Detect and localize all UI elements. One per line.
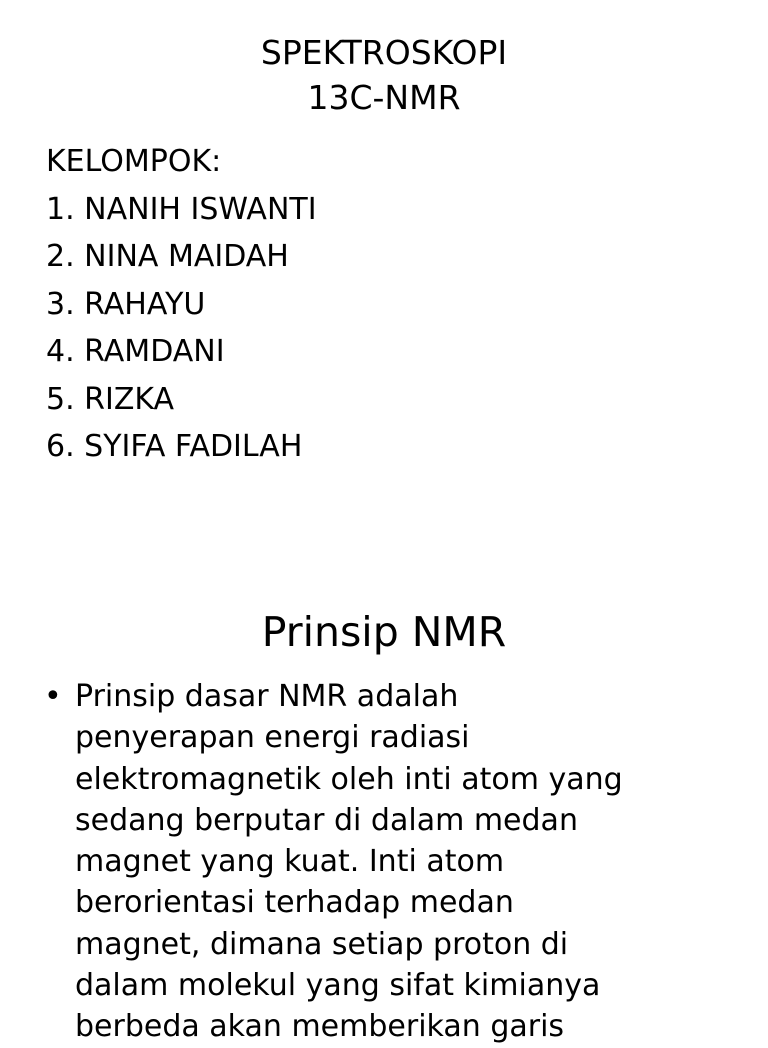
bullet-line: penyerapan energi radiasi — [75, 720, 470, 756]
title-line-1: SPEKTROSKOPI — [260, 33, 508, 72]
member-item: 1. NANIH ISWANTI — [46, 191, 317, 227]
group-member-list — [46, 138, 317, 471]
slide-2-title: Prinsip NMR — [261, 608, 507, 656]
bullet-line: berorientasi terhadap medan — [75, 885, 514, 921]
bullet-line: magnet, dimana setiap proton di — [75, 926, 569, 962]
member-item: 6. SYIFA FADILAH — [46, 429, 303, 464]
member-item: 2. NINA MAIDAH — [46, 239, 289, 274]
bullet-line: berbeda akan memberikan garis — [75, 1009, 565, 1045]
bullet-line: sedang berputar di dalam medan — [75, 802, 578, 838]
title-line-2: 13C-NMR — [307, 78, 461, 117]
bullet-icon: • — [44, 679, 62, 714]
bullet-line: magnet yang kuat. Inti atom — [75, 844, 505, 880]
bullet-text — [75, 676, 735, 1048]
member-item: 4. RAMDANI — [46, 334, 225, 369]
slide-1-title — [0, 30, 768, 120]
member-item: 3. RAHAYU — [46, 286, 206, 322]
member-item: 5. RIZKA — [46, 381, 175, 417]
bullet-line: Prinsip dasar NMR adalah — [75, 679, 459, 714]
group-label: KELOMPOK: — [46, 144, 222, 179]
bullet-line: dalam molekul yang sifat kimianya — [75, 968, 601, 1004]
bullet-line: elektromagnetik oleh inti atom yang — [75, 761, 623, 797]
